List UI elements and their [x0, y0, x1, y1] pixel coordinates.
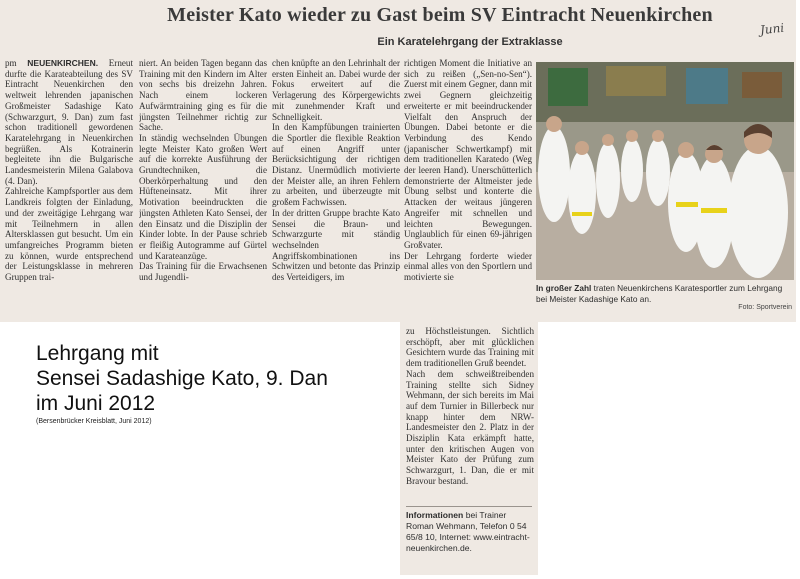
article-column-4: richtigen Moment die Initiative an sich zu reißen („Sen-no-Sen“). Zuerst mit einem Gegner, dann mit zwei Gegnern gleichzeitig erweiterte er mit beeindruckender Vielfalt den Anspruch der Übungen. Dabei betonte er die Verbindung des Kendo (japanischer Schwertkampf) mit dem traditionellen Karatedo (Weg der leeren Hand). Unerschütterlich demonstrierte der Altmeister jede Übung selbst und konterte die Attacken der weitaus jüngeren Angreifer mit schnellen und leichten Bewegungen. Unglaublich für einen 69-jährigen Großvater. Der Lehrgang forderte wieder einmal alles von den Sportlern und motivierte sie: [404, 58, 532, 283]
article-column-2: niert. An beiden Tagen begann das Training mit den Kindern im Alter von sechs bis dreizehn Jahren. Nach einem lockeren Aufwärmtraining ging es für die jüngsten Teilnehmer richtig zur Sache. In ständig wechselnden Übungen legte Meister Kato großen Wert auf die korrekte Ausführung der Grundtechniken, die Oberkörperhaltung und den Hüfteneinsatz. Mit ihrer Motivation beeindruckten die jüngsten Athleten Kato Sensei, der den Einsatz und die Disziplin der Kinder lobte. In der Pause schrieb er fleißig Autogramme auf Gürtel und Karateanzüge. Das Training für die Erwachsenen und Jugendli-: [139, 58, 267, 283]
author-prefix: pm: [5, 58, 17, 68]
annotation-line-3: im Juni 2012: [36, 392, 156, 415]
column-1-text: Erneut durfte die Karateabteilung des SV Eintracht Neuenkirchen den weltweit lehrenden japanischen Großmeister Sadashige Kato (Schwarzgurt, 9. Dan) zum fast schon traditionell gewordenen Karatelehrgang in Neuenkirchen begrüßen. Als Kotrainerin begleitete ihn die Bulgarische Landesmeisterin Milena Galabova (4. Dan). Zahlreiche Kampfsportler aus dem Landkreis folgten der Einladung, und der zweitägige Lehrgang war mit Teilnehmern in allen Altersklassen gut besucht. Um ein umfangreiches Programm bieten zu können, wurde entsprechend der Leistungsklasse in mehreren Gruppen trai-: [5, 58, 133, 283]
article-headline: Meister Kato wieder zu Gast beim SV Eintracht Neuenkirchen: [167, 4, 713, 26]
karate-group-photo-drawing: [536, 62, 794, 280]
info-box: [406, 510, 534, 554]
annotation-label: [36, 341, 328, 416]
yellow-belt-1: [676, 202, 698, 207]
info-divider: [406, 506, 532, 507]
article-column-3: chen knüpfte an den Lehrinhalt der ersten Einheit an. Dabei wurde der Fokus erweitert auf die Verlagerung des Körpergewichts mit zunehmender Kraft und Schnelligkeit. In den Kampfübungen trainierten die Sportler die flexible Reaktion auf einen Angriff unter Berücksichtigung der richtigen Distanz. Unermüdlich motivierte der Meister alle, an ihren Fehlern zu arbeiten, und überzeugte mit großem Fachwissen. In der dritten Gruppe brachte Kato Sensei die Braun- und Schwarzgurte mit ständig wechselnden Angriffskombinationen ins Schwitzen und betonte das Prinzip des Verteidigers, im: [272, 58, 400, 283]
handwritten-note: Juni: [759, 20, 785, 38]
annotation-source: (Bersenbrücker Kreisblatt, Juni 2012): [36, 418, 152, 425]
dateline: NEUENKIRCHEN.: [27, 58, 99, 68]
wall-window: [548, 68, 588, 106]
annotation-line-1: Lehrgang mit: [36, 342, 159, 365]
article-column-5: zu Höchstleistungen. Sichtlich erschöpft, aber mit glücklichen Gesichtern wurde das Training mit dem traditionellen Gruß beendet. Nach dem schweißtreibenden Training stellte sich Sidney Wehmann, der sich bereits im Mai auf dem Turnier in Billerbeck nur knapp hinter dem NRW-Landesmeister den 2. Platz in der Disziplin Kata erkämpft hatte, unter den kritischen Augen von Meister Kato der Prüfung zum Schwarzgurt, 1. Dan, die er mit Bravour bestand.: [406, 326, 534, 486]
annotation-line-2: Sensei Sadashige Kato, 9. Dan: [36, 367, 328, 390]
newspaper-clipping-continuation: [400, 322, 538, 575]
yellow-belt-2: [701, 208, 727, 213]
info-text: bei Trainer Roman Wehmann, Telefon 0 54 65/8 10, Internet: www.eintracht-neuenkirchen.de.: [406, 510, 530, 553]
photo-credit: Foto: Sportverein: [738, 304, 792, 311]
photo-caption: [536, 283, 794, 304]
yellow-belt-3: [572, 212, 592, 216]
article-column-1: [5, 58, 133, 320]
karate-group-photo: [536, 62, 794, 280]
wall-poster: [686, 68, 728, 104]
info-label: Informationen: [406, 510, 464, 520]
photo-caption-text: traten Neuenkirchens Karatesportler zum Lehrgang bei Meister Kadashige Kato an.: [536, 283, 783, 304]
article-subheadline: Ein Karatelehrgang der Extraklasse: [377, 36, 563, 48]
photo-caption-bold: In großer Zahl: [536, 283, 592, 293]
wall-board: [606, 66, 666, 96]
wall-sign: [742, 72, 782, 98]
